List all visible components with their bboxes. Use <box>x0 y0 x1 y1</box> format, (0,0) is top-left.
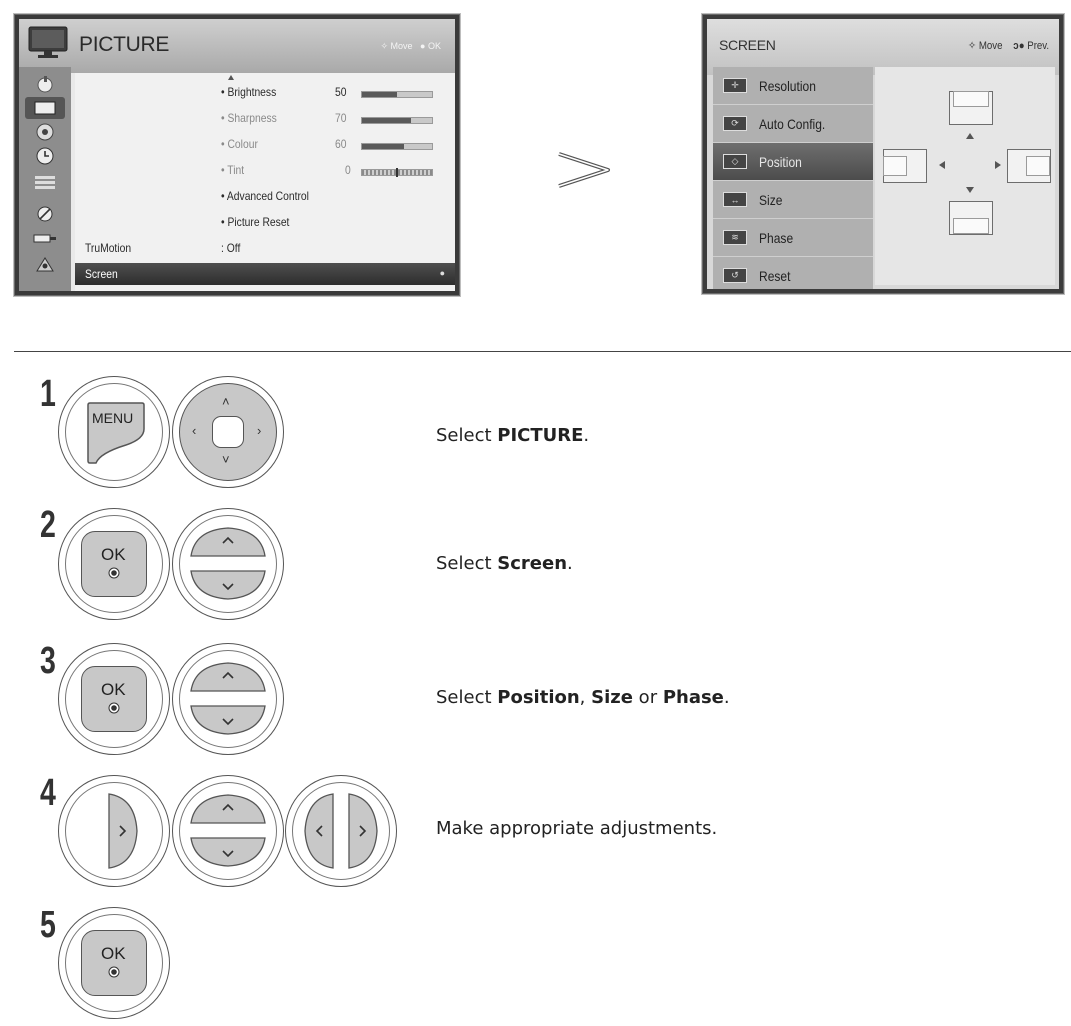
screen-item-label: Resolution <box>759 77 816 94</box>
menu-item-picture-reset[interactable]: • Picture Reset <box>221 215 290 229</box>
move-icon: ✧ <box>967 40 977 52</box>
up-key[interactable] <box>189 661 267 693</box>
picture-menu-header <box>19 19 455 73</box>
arrow-right-icon <box>995 161 1001 169</box>
screen-item-label: Phase <box>759 229 794 246</box>
section-divider <box>14 351 1071 352</box>
sidebar-usb-icon[interactable] <box>25 227 65 249</box>
trumotion-value: : Off <box>221 241 241 255</box>
menu-item-tint[interactable]: • Tint <box>221 163 245 177</box>
nav-left-icon[interactable]: ‹ <box>192 423 197 438</box>
ok-dot-icon <box>108 567 120 579</box>
sharpness-slider[interactable] <box>361 117 433 124</box>
screen-menu-screenshot <box>702 14 1064 294</box>
arrow-left-icon <box>939 161 945 169</box>
down-key[interactable] <box>189 836 267 868</box>
up-down-keys[interactable] <box>172 775 284 887</box>
right-key[interactable] <box>347 792 379 870</box>
phase-icon: ≋ <box>723 230 747 245</box>
menu-item-advanced-control[interactable]: • Advanced Control <box>221 189 309 203</box>
menu-item-sharpness[interactable]: • Sharpness <box>221 111 277 125</box>
position-preview-up <box>949 91 993 125</box>
menu-item-trumotion[interactable]: TruMotion <box>85 241 132 255</box>
hint-move: Move <box>390 41 413 51</box>
sidebar-clock-icon[interactable] <box>25 145 65 167</box>
hint-prev: Prev. <box>1027 40 1049 52</box>
screen-item-label: Size <box>759 191 783 208</box>
menu-key-label: MENU <box>92 410 134 426</box>
screen-item-size[interactable] <box>713 181 873 219</box>
position-preview-left <box>883 149 927 183</box>
tv-icon <box>27 25 69 59</box>
colour-value: 60 <box>335 137 347 151</box>
picture-menu-content <box>75 73 455 291</box>
screen-item-phase[interactable] <box>713 219 873 257</box>
menu-item-screen-selected[interactable] <box>75 263 455 285</box>
picture-menu-sidebar <box>19 67 71 291</box>
menu-item-screen-label: Screen <box>85 267 118 281</box>
nav-down-icon[interactable]: ˅ <box>222 452 230 467</box>
up-key[interactable] <box>189 793 267 825</box>
position-icon: ◇ <box>723 154 747 169</box>
step-number: 2 <box>40 504 56 546</box>
tint-slider[interactable] <box>361 169 433 176</box>
ok-dot-icon: ● <box>420 41 426 51</box>
screen-item-auto-config[interactable] <box>713 105 873 143</box>
position-preview-down <box>949 201 993 235</box>
position-preview-right <box>1007 149 1051 183</box>
sidebar-lock-icon[interactable] <box>25 203 65 225</box>
menu-item-brightness[interactable]: • Brightness <box>221 85 277 99</box>
step-number: 1 <box>40 373 56 415</box>
picture-menu-hints <box>380 41 441 52</box>
nav-pad[interactable] <box>172 376 284 488</box>
arrow-up-icon <box>966 133 974 139</box>
up-down-keys[interactable] <box>172 643 284 755</box>
sidebar-option-icon[interactable] <box>25 171 65 193</box>
right-key[interactable] <box>107 792 139 870</box>
nav-up-icon[interactable]: ˄ <box>222 394 230 409</box>
size-icon: ↔ <box>723 192 747 207</box>
move-icon: ✧ <box>380 41 388 51</box>
screen-item-position[interactable] <box>713 143 873 181</box>
menu-item-colour[interactable]: • Colour <box>221 137 258 151</box>
ok-dot-icon: ● <box>439 268 445 278</box>
scroll-up-icon <box>228 75 234 80</box>
step-2-instruction: Select Screen. <box>436 553 573 574</box>
ok-key-label: OK <box>101 680 126 699</box>
position-preview <box>875 67 1055 285</box>
sidebar-support-icon[interactable] <box>25 253 65 275</box>
resolution-icon: ✛ <box>723 78 747 93</box>
ok-dot-icon <box>108 966 120 978</box>
step-number: 3 <box>40 640 56 682</box>
ok-key-label: OK <box>101 545 126 564</box>
left-key[interactable] <box>303 792 335 870</box>
screen-menu-hints <box>968 39 1049 52</box>
sidebar-picture-icon[interactable] <box>25 97 65 119</box>
brightness-slider[interactable] <box>361 91 433 98</box>
hint-ok: OK <box>427 41 441 51</box>
hint-move: Move <box>978 40 1003 52</box>
down-key[interactable] <box>189 569 267 601</box>
down-key[interactable] <box>189 704 267 736</box>
ok-dot-icon <box>108 702 120 714</box>
screen-item-label: Auto Config. <box>759 115 826 132</box>
screen-item-label: Reset <box>759 267 791 284</box>
step-3-instruction: Select Position, Size or Phase. <box>436 687 730 708</box>
up-down-keys[interactable] <box>172 508 284 620</box>
next-arrow-icon <box>556 150 612 190</box>
step-number: 5 <box>40 904 56 946</box>
picture-menu-title: PICTURE <box>79 33 170 56</box>
auto-config-icon: ⟳ <box>723 116 747 131</box>
screen-item-reset[interactable] <box>713 257 873 289</box>
ok-key-label: OK <box>101 944 126 963</box>
tint-value: 0 <box>345 163 351 177</box>
ok-button[interactable] <box>58 907 170 1019</box>
left-right-keys[interactable] <box>285 775 397 887</box>
nav-center-key[interactable] <box>212 416 244 448</box>
menu-button[interactable] <box>58 376 170 488</box>
step-4-instruction: Make appropriate adjustments. <box>436 818 718 839</box>
screen-item-label: Position <box>759 153 802 170</box>
picture-menu-screenshot <box>14 14 460 296</box>
sidebar-audio-icon[interactable] <box>25 121 65 143</box>
reset-icon: ↺ <box>723 268 747 283</box>
prev-icon: ↄ● <box>1013 40 1025 52</box>
menu-key-icon <box>86 399 148 465</box>
screen-menu-title: SCREEN <box>719 37 776 53</box>
screen-item-resolution[interactable] <box>713 67 873 105</box>
tint-marker <box>396 168 398 177</box>
colour-slider[interactable] <box>361 143 433 150</box>
ok-button[interactable] <box>58 643 170 755</box>
step-1-instruction: Select PICTURE. <box>436 425 590 446</box>
sidebar-input-icon[interactable] <box>25 73 65 95</box>
step-number: 4 <box>40 772 56 814</box>
up-key[interactable] <box>189 526 267 558</box>
sharpness-value: 70 <box>335 111 347 125</box>
right-key-button[interactable] <box>58 775 170 887</box>
arrow-down-icon <box>966 187 974 193</box>
ok-button[interactable] <box>58 508 170 620</box>
brightness-value: 50 <box>335 85 347 99</box>
nav-right-icon[interactable]: › <box>257 423 262 438</box>
screen-menu-list <box>713 67 873 285</box>
